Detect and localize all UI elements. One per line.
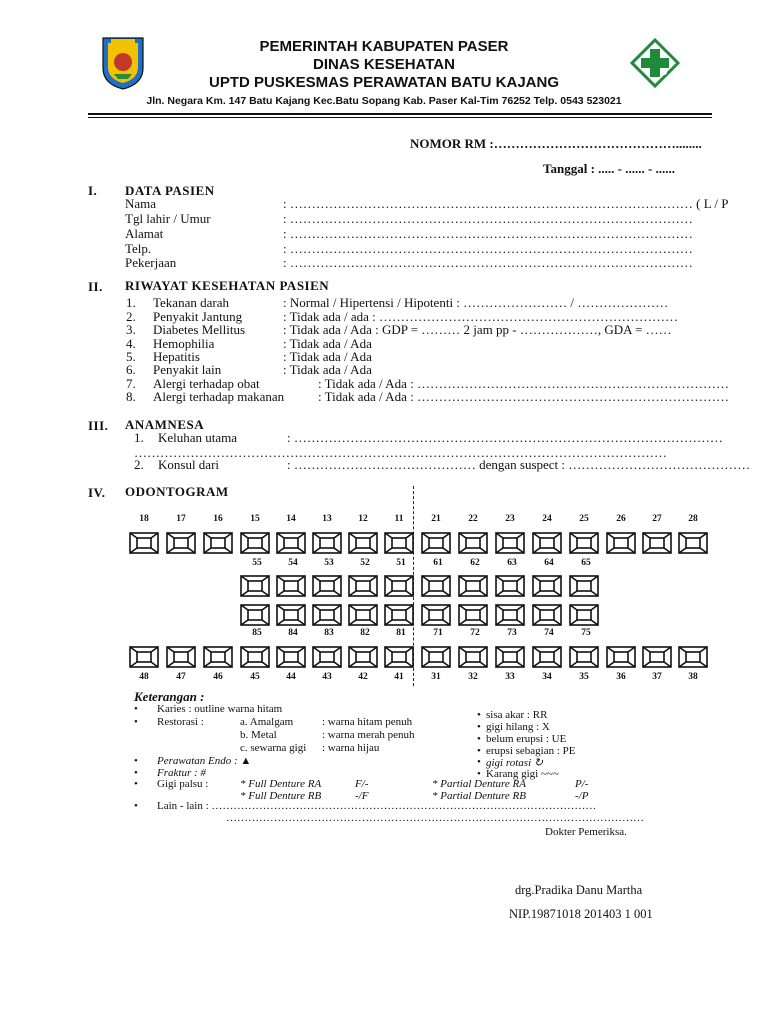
tooth-chart-box[interactable] xyxy=(129,532,159,554)
tooth-number: 32 xyxy=(468,672,478,682)
keluhan-field-continued[interactable]: …………………………………………………………………………………………………………… xyxy=(134,445,667,460)
tooth-number: 37 xyxy=(652,672,662,682)
tooth-number: 22 xyxy=(468,514,478,524)
tooth-chart-box[interactable] xyxy=(606,532,636,554)
tooth-number: 65 xyxy=(581,558,591,568)
bullet-icon: • xyxy=(477,709,481,721)
tooth-number: 14 xyxy=(286,514,296,524)
riwayat-number: 1. xyxy=(126,295,136,310)
tooth-chart-box[interactable] xyxy=(495,646,525,668)
tooth-chart-box[interactable] xyxy=(166,646,196,668)
tooth-chart-box[interactable] xyxy=(495,604,525,626)
section-1-number: I. xyxy=(88,183,98,198)
tooth-number: 21 xyxy=(431,514,441,524)
tooth-chart-box[interactable] xyxy=(569,575,599,597)
tooth-chart-box[interactable] xyxy=(678,646,708,668)
legend-sewarna-value: : warna hijau xyxy=(322,742,380,754)
bullet-icon: • xyxy=(477,721,481,733)
bullet-icon: • xyxy=(134,703,138,715)
doctor-nip: NIP.19871018 201403 1 001 xyxy=(509,907,653,921)
doctor-name: drg.Pradika Danu Martha xyxy=(515,883,643,897)
header-address: Jln. Negara Km. 147 Batu Kajang Kec.Batu Sopang Kab. Paser Kal-Tim 76252 Telp. 0543 523021 xyxy=(146,95,622,107)
tooth-number: 82 xyxy=(360,628,370,638)
tooth-number: 18 xyxy=(139,514,149,524)
riwayat-label: Hemophilia xyxy=(153,336,215,351)
legend-karang-gigi: Karang gigi ~~~ xyxy=(486,768,559,780)
tooth-chart-box[interactable] xyxy=(421,532,451,554)
tooth-chart-box[interactable] xyxy=(312,575,342,597)
section-4-number: IV. xyxy=(88,485,106,500)
bullet-icon: • xyxy=(477,733,481,745)
tooth-number: 44 xyxy=(286,672,296,682)
tooth-number: 84 xyxy=(288,628,298,638)
tooth-chart-box[interactable] xyxy=(240,532,270,554)
section-2-title: RIWAYAT KESEHATAN PASIEN xyxy=(125,278,330,293)
riwayat-number: 7. xyxy=(126,376,136,391)
legend-amalgam-value: : warna hitam penuh xyxy=(322,716,413,728)
tooth-number: 35 xyxy=(579,672,589,682)
tooth-number: 28 xyxy=(688,514,698,524)
bullet-icon: • xyxy=(134,716,138,728)
data-pasien-label: Pekerjaan xyxy=(125,255,177,270)
riwayat-label: Penyakit Jantung xyxy=(153,309,243,324)
legend-metal: b. Metal xyxy=(240,729,277,741)
section-1-title: DATA PASIEN xyxy=(125,183,215,198)
tooth-number: 38 xyxy=(688,672,698,682)
tooth-chart-box[interactable] xyxy=(421,604,451,626)
data-pasien-field[interactable]: : ………………………………………………………………………………… xyxy=(283,226,693,241)
header-rule-thick xyxy=(88,113,712,115)
tooth-chart-box[interactable] xyxy=(203,532,233,554)
tooth-number: 81 xyxy=(396,628,406,638)
riwayat-number: 2. xyxy=(126,309,136,324)
dokter-pemeriksa-label: Dokter Pemeriksa. xyxy=(545,826,627,838)
bullet-icon: • xyxy=(477,768,481,780)
header-line-3: UPTD PUSKESMAS PERAWATAN BATU KAJANG xyxy=(208,74,560,91)
legend-endo: Perawatan Endo : ▲ xyxy=(157,755,252,767)
tooth-chart-box[interactable] xyxy=(569,532,599,554)
tooth-number: 24 xyxy=(542,514,552,524)
tooth-number: 17 xyxy=(176,514,186,524)
tanggal-field[interactable]: Tanggal : ..... - ...... - ...... xyxy=(543,161,676,176)
riwayat-field[interactable]: : Tidak ada / Ada xyxy=(283,336,372,351)
tooth-chart-box[interactable] xyxy=(532,575,562,597)
tooth-number: 47 xyxy=(176,672,186,682)
riwayat-number: 6. xyxy=(126,362,136,377)
tooth-number: 15 xyxy=(250,514,260,524)
bullet-icon: • xyxy=(134,800,138,812)
data-pasien-field[interactable]: : ………………………………………………………………………………… xyxy=(283,211,693,226)
tooth-chart-box[interactable] xyxy=(421,646,451,668)
lain-lain-field-continued[interactable]: …………………………………………………………………………………………………… xyxy=(226,812,644,824)
tooth-number: 51 xyxy=(396,558,406,568)
riwayat-field[interactable]: : Tidak ada / Ada xyxy=(283,349,372,364)
tooth-number: 55 xyxy=(252,558,262,568)
legend-full-ra: * Full Denture RA xyxy=(240,778,322,790)
tooth-number: 46 xyxy=(213,672,223,682)
tooth-number: 33 xyxy=(505,672,515,682)
riwayat-label: Diabetes Mellitus xyxy=(153,322,246,337)
tooth-chart-box[interactable] xyxy=(312,646,342,668)
tooth-chart-box[interactable] xyxy=(240,575,270,597)
tooth-chart-box[interactable] xyxy=(458,532,488,554)
riwayat-field[interactable]: : Tidak ada / Ada : ……………………………………………………………… xyxy=(318,389,729,404)
tooth-number: 48 xyxy=(139,672,149,682)
tooth-number: 54 xyxy=(288,558,298,568)
tooth-chart-box[interactable] xyxy=(348,604,378,626)
legend-karies: Karies : outline warna hitam xyxy=(157,703,283,715)
tooth-chart-box[interactable] xyxy=(569,604,599,626)
tooth-chart-box[interactable] xyxy=(569,646,599,668)
tooth-chart-box[interactable] xyxy=(240,646,270,668)
tooth-number: 43 xyxy=(322,672,332,682)
legend-sisa-akar: sisa akar : RR xyxy=(486,709,548,721)
legend-sewarna: c. sewarna gigi xyxy=(240,742,307,754)
tooth-number: 83 xyxy=(324,628,334,638)
bullet-icon: • xyxy=(477,745,481,757)
keluhan-number: 1. xyxy=(134,430,144,445)
tooth-chart-box[interactable] xyxy=(458,646,488,668)
tooth-chart-box[interactable] xyxy=(642,532,672,554)
tooth-number: 13 xyxy=(322,514,332,524)
riwayat-label: Penyakit lain xyxy=(153,362,222,377)
tooth-number: 42 xyxy=(358,672,368,682)
tooth-chart-box[interactable] xyxy=(312,604,342,626)
tooth-number: 64 xyxy=(544,558,554,568)
lain-lain-field[interactable]: Lain - lain : …………………………………………………………………………………………… xyxy=(157,800,597,812)
tooth-number: 72 xyxy=(470,628,480,638)
tooth-chart-box[interactable] xyxy=(240,604,270,626)
legend-erupsi-sebagian: erupsi sebagian : PE xyxy=(486,745,576,757)
legend-fraktur: Fraktur : # xyxy=(157,767,206,779)
tooth-chart-box[interactable] xyxy=(421,575,451,597)
keterangan-title: Keterangan : xyxy=(134,689,205,704)
konsul-number: 2. xyxy=(134,457,144,472)
tooth-chart-box[interactable] xyxy=(495,575,525,597)
tooth-number: 41 xyxy=(394,672,404,682)
riwayat-field[interactable]: : Tidak ada / ada : …………………………………………………………… xyxy=(283,309,679,324)
riwayat-number: 3. xyxy=(126,322,136,337)
legend-belum-erupsi: belum erupsi : UE xyxy=(486,733,567,745)
tooth-number: 71 xyxy=(433,628,443,638)
nomor-rm-field[interactable]: NOMOR RM :……………………………………........ xyxy=(410,136,702,151)
tooth-number: 36 xyxy=(616,672,626,682)
legend-gigi-hilang: gigi hilang : X xyxy=(486,721,550,733)
tooth-chart-box[interactable] xyxy=(348,532,378,554)
konsul-field[interactable]: : …………………………………… dengan suspect : …………………………………… xyxy=(287,457,751,472)
legend-gigi-palsu: Gigi palsu : xyxy=(157,778,209,790)
tooth-number: 45 xyxy=(250,672,260,682)
tooth-chart-box[interactable] xyxy=(129,646,159,668)
riwayat-label: Hepatitis xyxy=(153,349,200,364)
tooth-number: 16 xyxy=(213,514,223,524)
tooth-chart-box[interactable] xyxy=(384,532,414,554)
tooth-chart-box[interactable] xyxy=(276,604,306,626)
legend-partial-ra-value: P/- xyxy=(575,778,589,790)
data-pasien-field[interactable]: : ………………………………………………………………………………… ( L / P xyxy=(283,196,729,211)
riwayat-number: 4. xyxy=(126,336,136,351)
tooth-number: 34 xyxy=(542,672,552,682)
legend-amalgam: a. Amalgam xyxy=(240,716,294,728)
tooth-chart-box[interactable] xyxy=(276,646,306,668)
tooth-chart-box[interactable] xyxy=(384,646,414,668)
tooth-chart-box[interactable] xyxy=(642,646,672,668)
tooth-chart-box[interactable] xyxy=(532,532,562,554)
legend-full-rb: * Full Denture RB xyxy=(240,790,322,802)
tooth-chart-box[interactable] xyxy=(203,646,233,668)
tooth-chart-box[interactable] xyxy=(348,646,378,668)
tooth-chart-box[interactable] xyxy=(348,575,378,597)
tooth-chart-box[interactable] xyxy=(458,604,488,626)
tooth-chart-box[interactable] xyxy=(495,532,525,554)
tooth-chart-box[interactable] xyxy=(532,646,562,668)
data-pasien-label: Nama xyxy=(125,196,157,211)
header-rule-thin xyxy=(88,117,712,118)
data-pasien-label: Tgl lahir / Umur xyxy=(125,211,211,226)
tooth-number: 25 xyxy=(579,514,589,524)
riwayat-label: Alergi terhadap makanan xyxy=(153,389,285,404)
riwayat-field[interactable]: : Normal / Hipertensi / Hipotenti : …………………… / ………………… xyxy=(283,295,669,310)
tooth-number: 52 xyxy=(360,558,370,568)
bullet-icon: • xyxy=(134,755,138,767)
legend-gigi-rotasi: gigi rotasi ↻ xyxy=(486,757,544,769)
tooth-chart-box[interactable] xyxy=(312,532,342,554)
section-4-title: ODONTOGRAM xyxy=(125,484,229,499)
section-3-number: III. xyxy=(88,418,109,433)
tooth-number: 53 xyxy=(324,558,334,568)
tooth-number: 23 xyxy=(505,514,515,524)
tooth-number: 75 xyxy=(581,628,591,638)
riwayat-label: Tekanan darah xyxy=(153,295,229,310)
riwayat-label: Alergi terhadap obat xyxy=(153,376,260,391)
konsul-label: Konsul dari xyxy=(158,457,220,472)
header-line-2: DINAS KESEHATAN xyxy=(313,56,455,73)
tooth-chart-box[interactable] xyxy=(458,575,488,597)
tooth-chart-box[interactable] xyxy=(384,604,414,626)
legend-metal-value: : warna merah penuh xyxy=(322,729,415,741)
tooth-number: 73 xyxy=(507,628,517,638)
keluhan-label: Keluhan utama xyxy=(158,430,238,445)
tooth-number: 27 xyxy=(652,514,662,524)
riwayat-field[interactable]: : Tidak ada / Ada : GDP = ……… 2 jam pp - ………………, GDA = …… xyxy=(283,322,672,337)
riwayat-field[interactable]: : Tidak ada / Ada : ……………………………………………………………… xyxy=(318,376,729,391)
tooth-chart-box[interactable] xyxy=(276,532,306,554)
tooth-number: 61 xyxy=(433,558,443,568)
legend-partial-rb-value: -/P xyxy=(575,790,589,802)
tooth-chart-box[interactable] xyxy=(384,575,414,597)
tooth-chart-box[interactable] xyxy=(606,646,636,668)
legend-full-ra-value: F/- xyxy=(355,778,369,790)
tooth-number: 12 xyxy=(358,514,368,524)
legend-partial-ra: * Partial Denture RA xyxy=(432,778,526,790)
legend-restorasi: Restorasi : xyxy=(157,716,204,728)
riwayat-number: 8. xyxy=(126,389,136,404)
bullet-icon: • xyxy=(134,767,138,779)
tooth-chart-box[interactable] xyxy=(678,532,708,554)
tooth-number: 26 xyxy=(616,514,626,524)
tooth-number: 74 xyxy=(544,628,554,638)
tooth-chart-box[interactable] xyxy=(532,604,562,626)
header-line-1: PEMERINTAH KABUPATEN PASER xyxy=(259,38,509,55)
data-pasien-field[interactable]: : ………………………………………………………………………………… xyxy=(283,255,693,270)
riwayat-field[interactable]: : Tidak ada / Ada xyxy=(283,362,372,377)
bullet-icon: • xyxy=(134,778,138,790)
data-pasien-label: Telp. xyxy=(125,241,152,256)
bullet-icon: • xyxy=(477,756,481,768)
legend-partial-rb: * Partial Denture RB xyxy=(432,790,526,802)
riwayat-number: 5. xyxy=(126,349,136,364)
section-3-title: ANAMNESA xyxy=(125,417,205,432)
tooth-number: 62 xyxy=(470,558,480,568)
tooth-chart-box[interactable] xyxy=(276,575,306,597)
data-pasien-field[interactable]: : ………………………………………………………………………………… xyxy=(283,241,693,256)
tooth-number: 11 xyxy=(394,514,404,524)
section-2-number: II. xyxy=(88,279,103,294)
legend-full-rb-value: -/F xyxy=(355,790,369,802)
tooth-number: 85 xyxy=(252,628,262,638)
tooth-chart-box[interactable] xyxy=(166,532,196,554)
tooth-number: 63 xyxy=(507,558,517,568)
data-pasien-label: Alamat xyxy=(125,226,164,241)
keluhan-field[interactable]: : ……………………………………………………………………………………… xyxy=(287,430,723,445)
tooth-number: 31 xyxy=(431,672,441,682)
